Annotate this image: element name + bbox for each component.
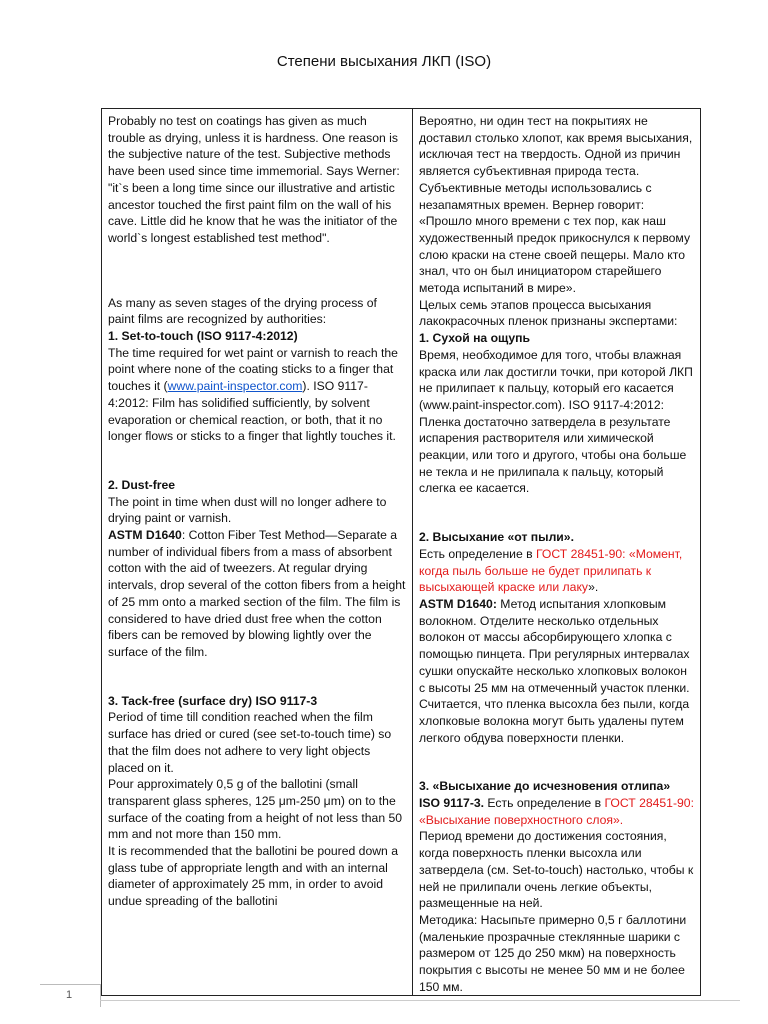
- russian-stage1-text: Время, необходимое для того, чтобы влажная краска или лак достигли точки, при которой ЛКП не прилипает к пальцу, который его касается (www.paint-inspector.com). ISO 9117-4:2012: Пленка достаточно затвердела в результате испарения растворителя или химической реакции, или того и другого, чтобы она больше не текла и не прилипала к пальцу, который слегка ее касается.: [419, 347, 693, 496]
- russian-intro: Вероятно, ни один тест на покрытиях не доставил столько хлопот, как время высыхания, исключая тест на твердость. Одной из причин является субъективная природа теста. Субъективные методы использовались с незапамятных времен. Вернер говорит: «Прошло много времени с тех пор, как наш художественный предок прикоснулся к первому слою краски на стене своей пещеры. Мало кто знал, что он был инициатором старейшего метода испытаний в мире».: [419, 114, 693, 296]
- document-title: Степени высыхания ЛКП (ISO): [276, 53, 492, 70]
- english-stage2-text: The point in time when dust will no longer adhere to drying paint or varnish.: [108, 494, 387, 526]
- english-column: [102, 109, 413, 996]
- russian-stage3-text-2: Методика: Насыпьте примерно 0,5 г баллотини (маленькие прозрачные стеклянные шарики с размером от 125 до 250 мкм) на поверхность покрытия с высоты не менее 50 мм и не более 150 мм.: [419, 912, 687, 994]
- english-stage3-text-1: Period of time till condition reached when the film surface has dried or cured (see set-to-touch time) so that the film does not adhere to very light objects placed on it.: [108, 710, 392, 775]
- russian-stage3-heading: 3. «Высыхание до исчезновения отлипа» ISO 9117-3. Есть определение в ГОСТ 28451-90: «Высыхание поверхностного слоя».: [419, 779, 694, 827]
- russian-stage2-heading: 2. Высыхание «от пыли».: [419, 530, 574, 545]
- english-stage2-heading: 2. Dust-free: [108, 477, 176, 492]
- russian-stage1-heading: 1. Сухой на ощупь: [419, 331, 530, 346]
- english-stage1-heading: 1. Set-to-touch (ISO 9117-4:2012): [108, 329, 298, 344]
- english-intro: Probably no test on coatings has given as much trouble as drying, unless it is hardness. One reason is the subjective nature of the test. Subjective methods have been used since time immemorial. Says Werner: "it`s been a long time since our illustrative and artistic ancestor touched the first paint film on the wall of his cave. Little did he know that he was the initiator of the world`s longest established test method".: [108, 114, 400, 245]
- english-stage2-astm: ASTM D1640: Cotton Fiber Test Method—Separate a number of individual fibers from a mass of absorbent cotton with the aid of tweezers. At regular drying intervals, drop several of the cotton fibers from a height of 25 mm onto a marked section of the film. The film is considered to have dried dust free when the cotton fibers can be removed by blowing lightly over the surface of the film.: [108, 528, 406, 659]
- bilingual-table: [101, 108, 701, 996]
- russian-stage3-text-1: Период времени до достижения состояния, когда поверхность пленки высохла или затвердела (см. Set-to-touch) настолько, чтобы к ней не прилипали очень легкие объекты, размещенные на ней.: [419, 829, 694, 911]
- page-number: 1: [66, 989, 73, 1001]
- english-stage3-heading: 3. Tack-free (surface dry) ISO 9117-3: [108, 693, 318, 708]
- russian-stage2-astm: ASTM D1640: Метод испытания хлопковым волокном. Отделите несколько отдельных волокон от массы абсорбирующего хлопка с помощью пинцета. При регулярных интервалах сушки опускайте несколько хлопковых волокон с высоты 25 мм на отмеченный участок пленки. Считается, что пленка высохла без пыли, когда хлопковые волокна могут быть удалены путем легкого обдува поверхности пленки.: [419, 596, 690, 745]
- english-stage1-text: The time required for wet paint or varnish to reach the point where none of the coating sticks to a finger that touches it (www.paint-inspector.com). ISO 9117-4:2012: Film has solidified sufficiently, by solvent evaporation or chemical reaction, or both, that it no longer flows or sticks to a finger that lightly touches it.: [108, 345, 398, 444]
- english-stages-intro: As many as seven stages of the drying process of paint films are recognized by authorities:: [108, 295, 377, 327]
- english-stage3-text-2: Pour approximately 0,5 g of the ballotini (small transparent glass spheres, 125 μm-250 μm) on to the surface of the coating from a height of not less than 50 mm and not more than 150 mm.: [108, 777, 403, 842]
- footer-divider: [100, 1000, 740, 1001]
- gost-reference: ГОСТ 28451-90:: [536, 546, 626, 561]
- russian-stages-intro: Целых семь этапов процесса высыхания лакокрасочных пленок признаны экспертами:: [419, 297, 678, 329]
- russian-column: [413, 109, 701, 996]
- paint-inspector-link[interactable]: www.paint-inspector.com: [167, 379, 303, 394]
- russian-stage2-definition: Есть определение в ГОСТ 28451-90: «Момент, когда пыль больше не будет прилипать к высыхающей краске или лаку».: [419, 546, 683, 595]
- english-stage3-text-3: It is recommended that the ballotini be poured down a glass tube of appropriate length and with an internal diameter of approximately 25 mm, in order to avoid undue spreading of the ballotini: [108, 844, 398, 909]
- gost-reference: ГОСТ 28451-90:: [604, 796, 694, 811]
